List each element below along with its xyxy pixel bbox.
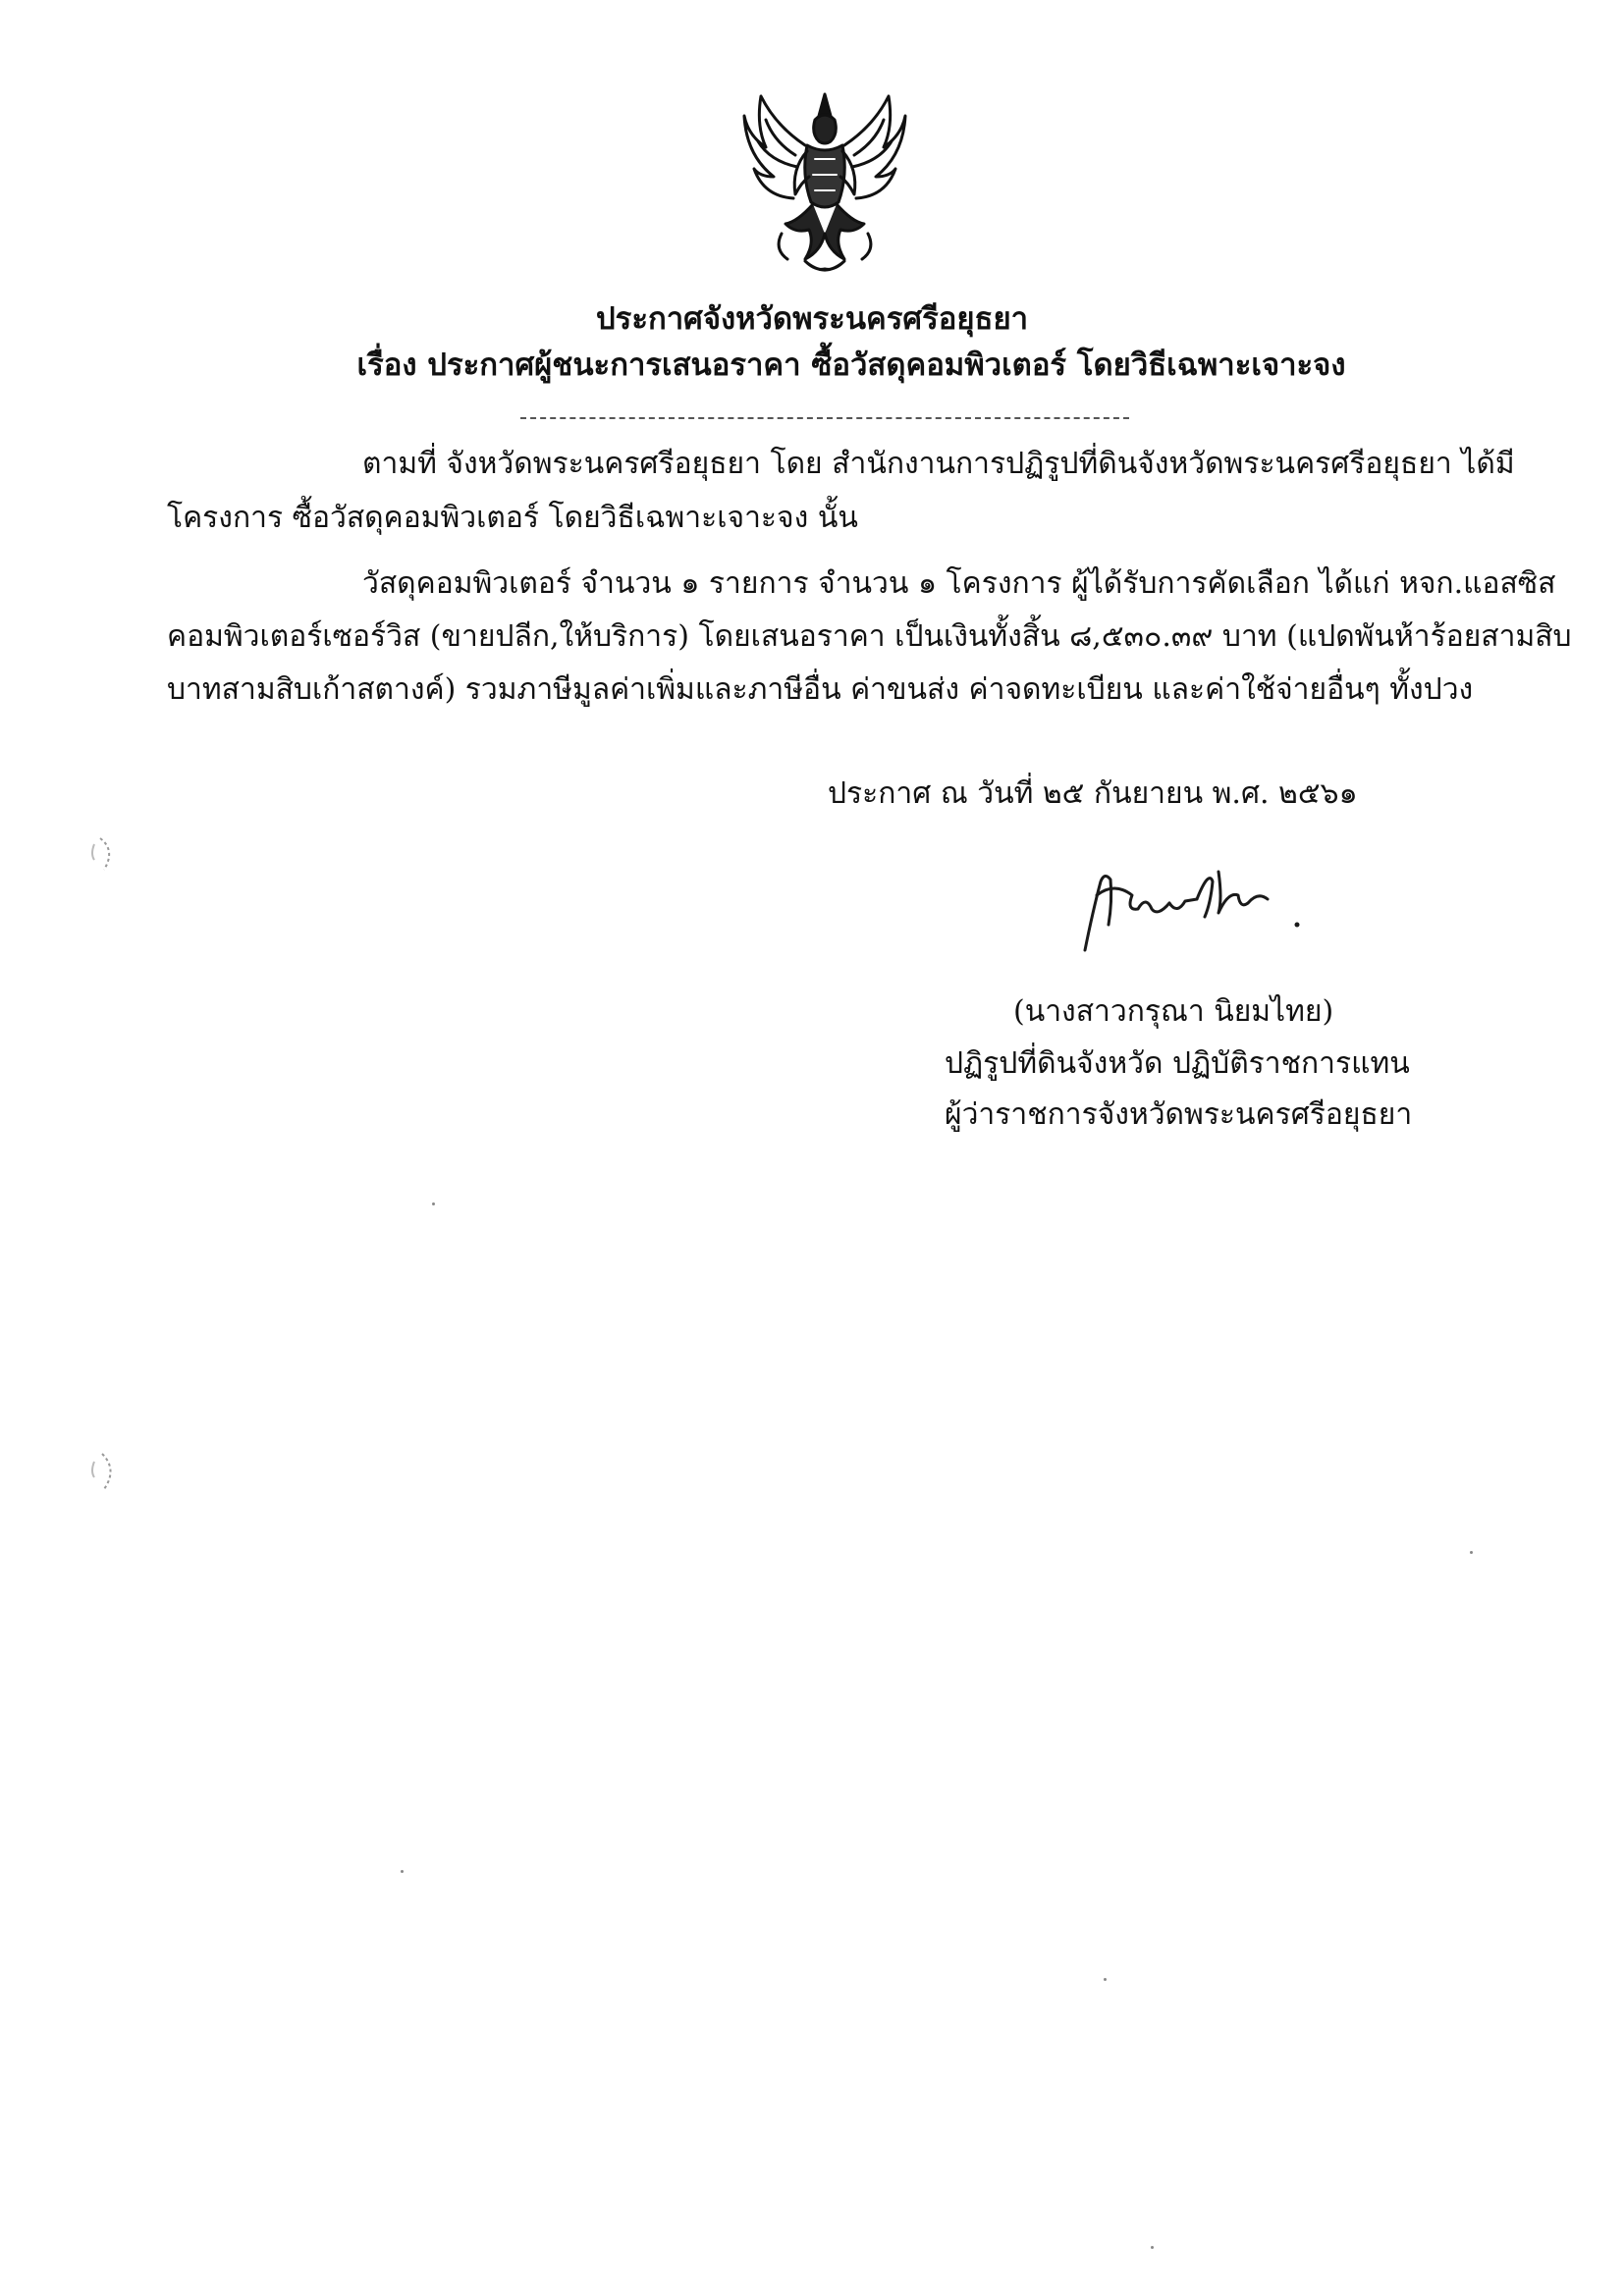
signatory-position: ปฏิรูปที่ดินจังหวัด ปฏิบัติราชการแทน <box>945 1046 1410 1081</box>
divider <box>520 417 1129 419</box>
scan-speck <box>1470 1551 1473 1554</box>
scan-speck <box>1151 2246 1154 2249</box>
garuda-emblem-icon <box>736 86 913 283</box>
body-line: โครงการ ซื้อวัสดุคอมพิวเตอร์ โดยวิธีเฉพาะเจาะจง นั้น <box>167 501 858 535</box>
body-line: วัสดุคอมพิวเตอร์ จำนวน ๑ รายการ จำนวน ๑ โครงการ ผู้ได้รับการคัดเลือก ได้แก่ หจก.แอสซิส <box>362 566 1556 601</box>
body-line: คอมพิวเตอร์เซอร์วิส (ขายปลีก,ให้บริการ) โดยเสนอราคา เป็นเงินทั้งสิ้น ๘,๕๓๐.๓๙ บาท (แปดพันห้าร้อยสามสิบ <box>167 619 1572 654</box>
scan-speck <box>432 1202 435 1205</box>
punch-hole <box>86 830 126 880</box>
signatory-name: (นางสาวกรุณา นิยมไทย) <box>1013 994 1334 1029</box>
announcement-subject: เรื่อง ประกาศผู้ชนะการเสนอราคา ซื้อวัสดุคอมพิวเตอร์ โดยวิธีเฉพาะเจาะจง <box>356 347 1346 383</box>
announcement-title: ประกาศจังหวัดพระนครศรีอยุธยา <box>595 301 1029 337</box>
handwritten-signature <box>1075 852 1311 970</box>
scan-speck <box>1104 1978 1107 1981</box>
body-line: ตามที่ จังหวัดพระนครศรีอยุธยา โดย สำนักงานการปฏิรูปที่ดินจังหวัดพระนครศรีอยุธยา ได้มี <box>362 447 1515 481</box>
signatory-position: ผู้ว่าราชการจังหวัดพระนครศรีอยุธยา <box>945 1097 1413 1132</box>
body-line: บาทสามสิบเก้าสตางค์) รวมภาษีมูลค่าเพิ่มและภาษีอื่น ค่าขนส่ง ค่าจดทะเบียน และค่าใช้จ่ายอื่นๆ ทั้งปวง <box>167 672 1474 707</box>
announcement-date: ประกาศ ณ วันที่ ๒๕ กันยายน พ.ศ. ๒๕๖๑ <box>828 776 1358 811</box>
punch-hole <box>86 1448 126 1497</box>
scan-speck <box>401 1870 404 1873</box>
